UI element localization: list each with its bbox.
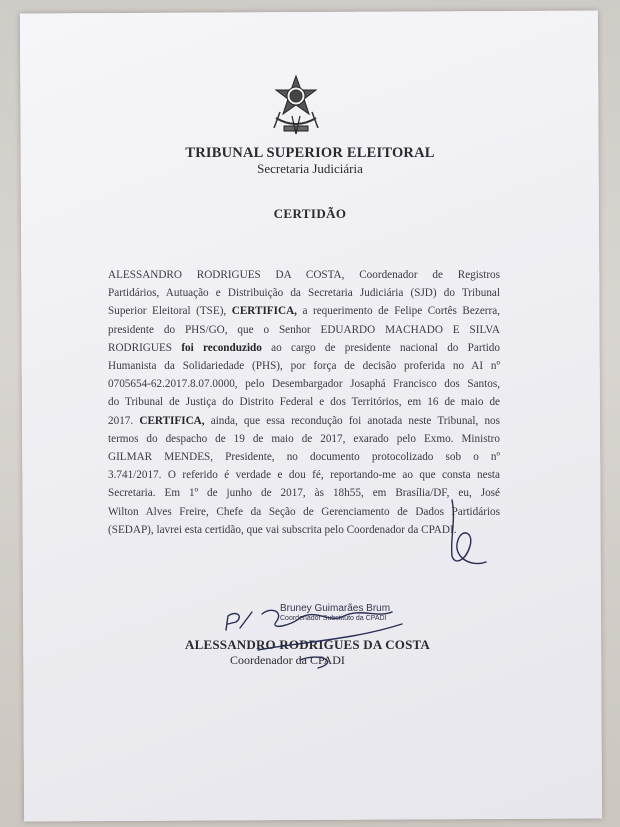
body-line bbox=[108, 393, 500, 411]
body-line bbox=[108, 357, 500, 375]
body-text-segment: Superior Eleitoral (TSE), bbox=[108, 305, 232, 318]
body-text-segment: GILMAR MENDES, Presidente, no documento protocolizado sob o nº bbox=[108, 451, 500, 464]
body-text-segment: ao cargo de presidente nacional do Partido bbox=[261, 341, 500, 354]
stamp-name: Bruney Guimarães Brum bbox=[280, 603, 391, 614]
emphasis-text: CERTIFICA, bbox=[139, 414, 205, 427]
body-text-segment: do Tribunal de Justiça do Distrito Federal e dos Territórios, em 16 de maio de bbox=[108, 396, 500, 409]
body-line bbox=[108, 266, 500, 284]
body-text-segment: a requerimento de Felipe Cortês Bezerra, bbox=[296, 305, 500, 318]
body-text-segment: ainda, que essa recondução foi anotada neste Tribunal, nos bbox=[204, 414, 501, 427]
institution-name: TRIBUNAL SUPERIOR ELEITORAL bbox=[185, 145, 435, 161]
substitute-stamp bbox=[280, 603, 390, 622]
body-text-segment: presidente do PHS/GO, que o Senhor EDUARDO MACHADO E SILVA bbox=[108, 323, 500, 336]
body-line bbox=[108, 284, 500, 302]
body-line bbox=[108, 466, 500, 484]
body-text-segment: 3.741/2017. O referido é verdade e dou fé, reportando-me ao que consta nesta bbox=[108, 469, 500, 482]
body-line bbox=[108, 521, 500, 539]
body-text-segment: 2017. bbox=[108, 414, 140, 427]
body-line bbox=[108, 375, 500, 393]
stamp-role: Coordenador Substituto da CPADI bbox=[280, 615, 387, 622]
body-line bbox=[108, 302, 500, 320]
emphasis-text: CERTIFICA, bbox=[231, 305, 297, 318]
signatory-role: Coordenador da CPADI bbox=[230, 653, 345, 667]
body-text-segment: Secretaria. Em 1º de junho de 2017, às 18h55, em Brasília/DF, eu, José bbox=[108, 487, 500, 500]
body-text-segment: RODRIGUES bbox=[108, 341, 182, 354]
body-text-segment: ALESSANDRO RODRIGUES DA COSTA, Coordenador de Registros bbox=[108, 269, 500, 281]
signatory-name: ALESSANDRO RODRIGUES DA COSTA bbox=[185, 637, 431, 652]
emphasis-text: foi reconduzido bbox=[181, 341, 262, 354]
coat-of-arms-emblem bbox=[270, 72, 322, 138]
body-line bbox=[108, 339, 500, 357]
body-text-segment: (SEDAP), lavrei esta certidão, que vai subscrita pelo Coordenador da CPADI. bbox=[108, 523, 457, 536]
body-line bbox=[108, 503, 500, 521]
body-line bbox=[108, 430, 500, 448]
certificate-body bbox=[108, 266, 500, 539]
body-text-segment: 0705654-62.2017.8.07.0000, pelo Desembargador Josaphá Francisco dos Santos, bbox=[108, 378, 500, 391]
body-text-segment: termos do despacho de 19 de maio de 2017, exarado pelo Exmo. Ministro bbox=[108, 432, 500, 445]
body-text-segment: Wilton Alves Freire, Chefe da Seção de Gerenciamento de Dados Partidários bbox=[108, 505, 500, 518]
body-text-segment: Humanista da Solidariedade (PHS), por força de decisão proferida no AI nº bbox=[108, 360, 500, 373]
body-line bbox=[108, 412, 500, 430]
body-line bbox=[108, 448, 500, 466]
department-name: Secretaria Judiciária bbox=[257, 161, 363, 176]
document-title: CERTIDÃO bbox=[273, 206, 347, 221]
body-line bbox=[108, 321, 500, 339]
body-text-segment: Partidários, Autuação e Distribuição da Secretaria Judiciária (SJD) do Tribunal bbox=[108, 287, 500, 300]
body-line bbox=[108, 484, 500, 502]
